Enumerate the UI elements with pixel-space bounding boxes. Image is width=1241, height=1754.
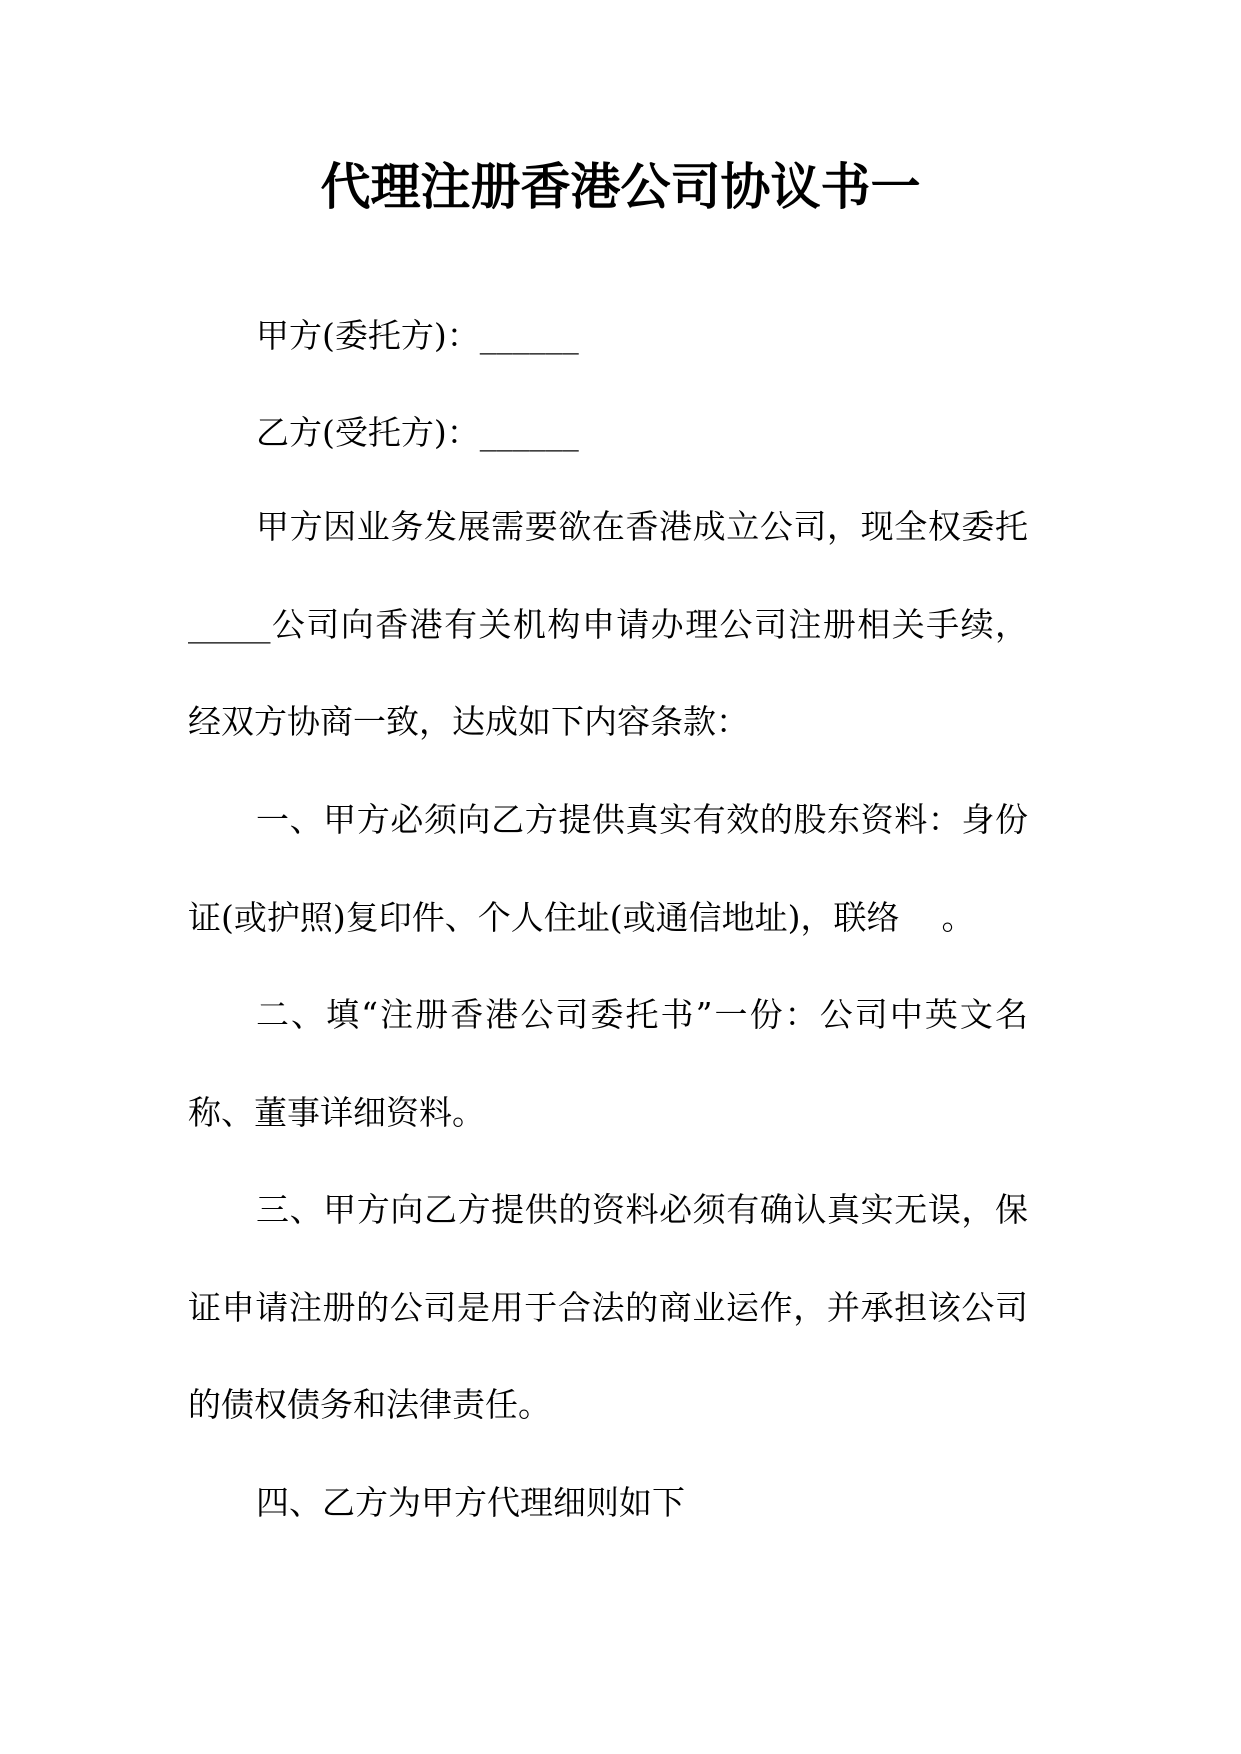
- clause-1-line-1: 一、甲方必须向乙方提供真实有效的股东资料：身份: [256, 800, 1028, 839]
- intro-paragraph-line-2: _____公司向香港有关机构申请办理公司注册相关手续，: [188, 605, 1028, 644]
- clause-4-line-1: 四、乙方为甲方代理细则如下: [256, 1483, 685, 1522]
- clause-3-line-3: 的债权债务和法律责任。: [188, 1385, 551, 1424]
- document-title: 代理注册香港公司协议书一: [320, 157, 921, 216]
- clause-2-line-2: 称、董事详细资料。: [188, 1093, 485, 1132]
- party-a-line: 甲方(委托方)：______: [256, 316, 579, 355]
- intro-paragraph-line-3: 经双方协商一致，达成如下内容条款：: [188, 702, 749, 741]
- intro-paragraph-line-1: 甲方因业务发展需要欲在香港成立公司，现全权委托: [256, 507, 1028, 546]
- clause-3-line-2: 证申请注册的公司是用于合法的商业运作，并承担该公司: [188, 1288, 1028, 1327]
- party-b-line: 乙方(受托方)：______: [256, 413, 579, 452]
- clause-1-line-2: 证(或护照)复印件、个人住址(或通信地址)，联络 。: [188, 898, 975, 937]
- clause-3-line-1: 三、甲方向乙方提供的资料必须有确认真实无误，保: [256, 1190, 1028, 1229]
- clause-2-line-1: 二、填“注册香港公司委托书”一份：公司中英文名: [256, 995, 1028, 1034]
